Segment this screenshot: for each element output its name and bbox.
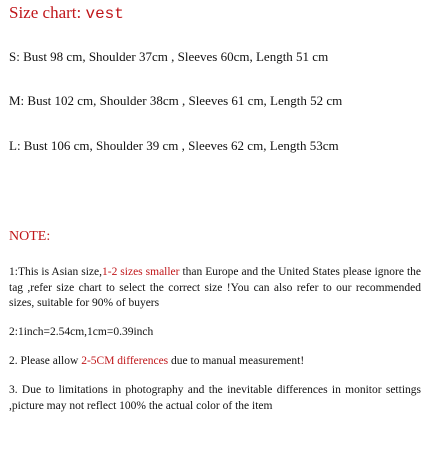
note-item3-suffix: due to manual measurement! — [168, 355, 305, 367]
title-label: Size chart: — [9, 3, 82, 22]
note-item-differences — [9, 354, 421, 370]
note-heading: NOTE: — [9, 229, 51, 244]
note-item1-prefix: 1:This is Asian size, — [9, 266, 102, 278]
note-item1-suffix: than Europe and the United States please ignore the tag ,refer size chart to select the correct size !You can also refer to our recommended sizes, suitable for 90% of buyers — [9, 266, 421, 309]
title-garment-type: vest — [85, 5, 124, 23]
note-item-conversion: 2:1inch=2.54cm,1cm=0.39inch — [9, 326, 154, 338]
size-s-line: S: Bust 98 cm, Shoulder 37cm , Sleeves 60cm, Length 51 cm — [9, 49, 329, 64]
note-item-asian-size — [9, 265, 421, 312]
size-m-line: M: Bust 102 cm, Shoulder 38cm , Sleeves 61 cm, Length 52 cm — [9, 93, 343, 108]
note-item3-highlight: 2-5CM differences — [81, 355, 169, 367]
note-item-photography: 3. Due to limitations in photography and the inevitable differences in monitor settings ,picture may not reflect 100% the actual color of the item — [9, 384, 421, 412]
note-item1-highlight: 1-2 sizes smaller — [101, 266, 180, 278]
page-title — [9, 3, 124, 24]
note-item3-prefix: 2. Please allow — [9, 355, 82, 367]
size-l-line: L: Bust 106 cm, Shoulder 39 cm , Sleeves 62 cm, Length 53cm — [9, 138, 339, 153]
